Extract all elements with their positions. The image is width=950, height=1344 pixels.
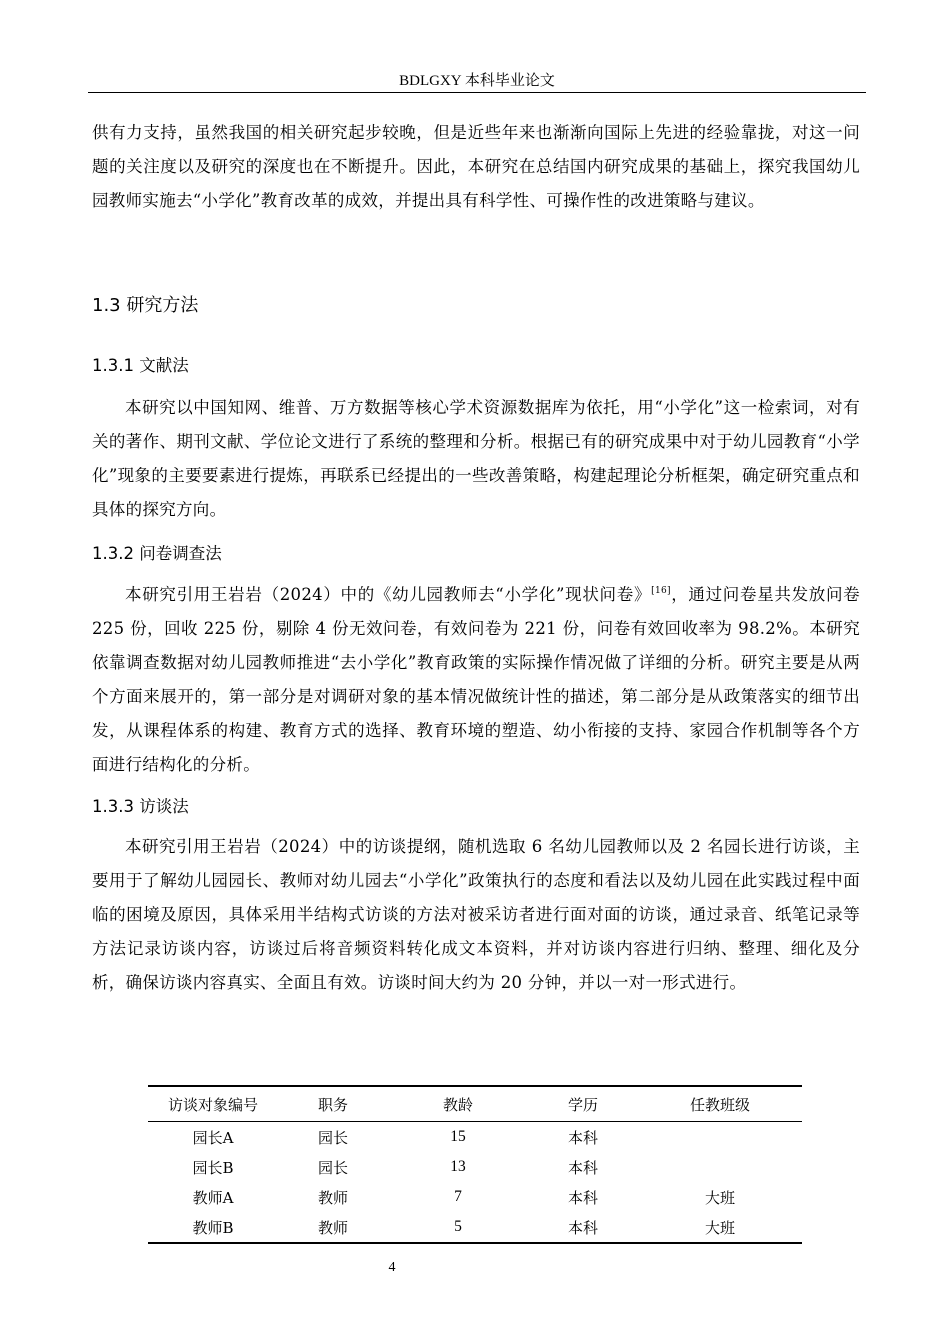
subsection-title-questionnaire: 1.3.2 问卷调查法 [92,544,222,563]
page-number: 4 [388,1260,396,1275]
table-cell: 15 [450,1128,466,1145]
questionnaire-text-after-ref: ，通过问卷星共发放问卷 225 份，回收 225 份，剔除 4 份无效问卷，有效问卷为 221 份，问卷有效回收率为 98.2%。本研究依靠调查数据对幼儿园教师推进“去小学化”教育政策的实际操作情况做了详细的分析。研究主要是从两个方面来展开的，第一部分是对调研对象的基本情况做统计性的描述，第二部分是从政策落实的细节出发，从课程体系的构建、教育方式的选择、教育环境的塑造、幼小衔接的支持、家园合作机制等各个方面进行结构化的分析。 [92,585,860,774]
table-cell: 园长 [317,1128,348,1147]
table-cell: 13 [450,1158,466,1175]
literature-paragraph: 本研究以中国知网、维普、万方数据等核心学术资源数据库为依托，用“小学化”这一检索词，对有关的著作、期刊文献、学位论文进行了系统的整理和分析。根据已有的研究成果中对于幼儿园教育“小学化”现象的主要要素进行提炼，再联系已经提出的一些改善策略，构建起理论分析框架，确定研究重点和具体的探究方向。 [92,398,860,519]
table-header-cell: 访谈对象编号 [167,1095,258,1114]
table-row [148,1182,802,1212]
table-cell: 园长 [317,1158,348,1177]
table-cell: 5 [454,1218,462,1235]
table-cell: 7 [454,1188,462,1205]
table-cell [638,1122,802,1153]
table-header-cell: 任教班级 [689,1095,750,1114]
citation-ref[interactable]: [16] [651,586,671,596]
table-cell: 本科 [567,1218,598,1237]
table-cell: 教师B [192,1218,234,1237]
table-header-row [148,1086,802,1122]
table-row [148,1122,802,1153]
interviewee-table-wrapper [148,1085,802,1244]
table-header-cell: 教龄 [442,1095,473,1114]
table-cell [638,1152,802,1182]
interviewee-table [148,1085,802,1244]
intro-paragraph: 供有力支持，虽然我国的相关研究起步较晚，但是近些年来也渐渐向国际上先进的经验靠拢，对这一问题的关注度以及研究的深度也在不断提升。因此，本研究在总结国内研究成果的基础上，探究我国幼儿园教师实施去“小学化”教育改革的成效，并提出具有科学性、可操作性的改进策略与建议。 [92,123,860,210]
questionnaire-paragraph [92,578,860,782]
table-cell: 教师A [192,1188,234,1207]
table-cell: 大班 [704,1188,735,1207]
table-cell: 大班 [704,1218,735,1237]
header-rule [88,92,866,93]
table-cell: 园长B [192,1158,234,1177]
table-cell: 教师 [317,1188,348,1207]
table-row [148,1152,802,1182]
table-cell: 本科 [567,1158,598,1177]
subsection-title-literature: 1.3.1 文献法 [92,356,189,375]
questionnaire-text-before-ref: 本研究引用王岩岩（2024）中的《幼儿园教师去“小学化”现状问卷》 [125,585,652,604]
interview-paragraph: 本研究引用王岩岩（2024）中的访谈提纲，随机选取 6 名幼儿园教师以及 2 名园长进行访谈，主要用于了解幼儿园园长、教师对幼儿园去“小学化”政策执行的态度和看法以及幼儿园在此实践过程中面临的困境及原因，具体采用半结构式访谈的方法对被采访者进行面对面的访谈，通过录音、纸笔记录等方法记录访谈内容，访谈过后将音频资料转化成文本资料，并对访谈内容进行归纳、整理、细化及分析，确保访谈内容真实、全面且有效。访谈时间大约为 20 分钟，并以一对一形式进行。 [92,837,860,992]
subsection-title-interview: 1.3.3 访谈法 [92,797,189,816]
table-row [148,1212,802,1243]
table-cell: 本科 [567,1188,598,1207]
table-header-cell: 职务 [317,1095,348,1114]
table-header-cell: 学历 [567,1095,598,1114]
table-cell: 教师 [317,1218,348,1237]
running-header: BDLGXY 本科毕业论文 [399,73,555,89]
section-title-research-methods: 1.3 研究方法 [92,295,199,316]
table-cell: 园长A [192,1128,234,1147]
table-cell: 本科 [567,1128,598,1147]
